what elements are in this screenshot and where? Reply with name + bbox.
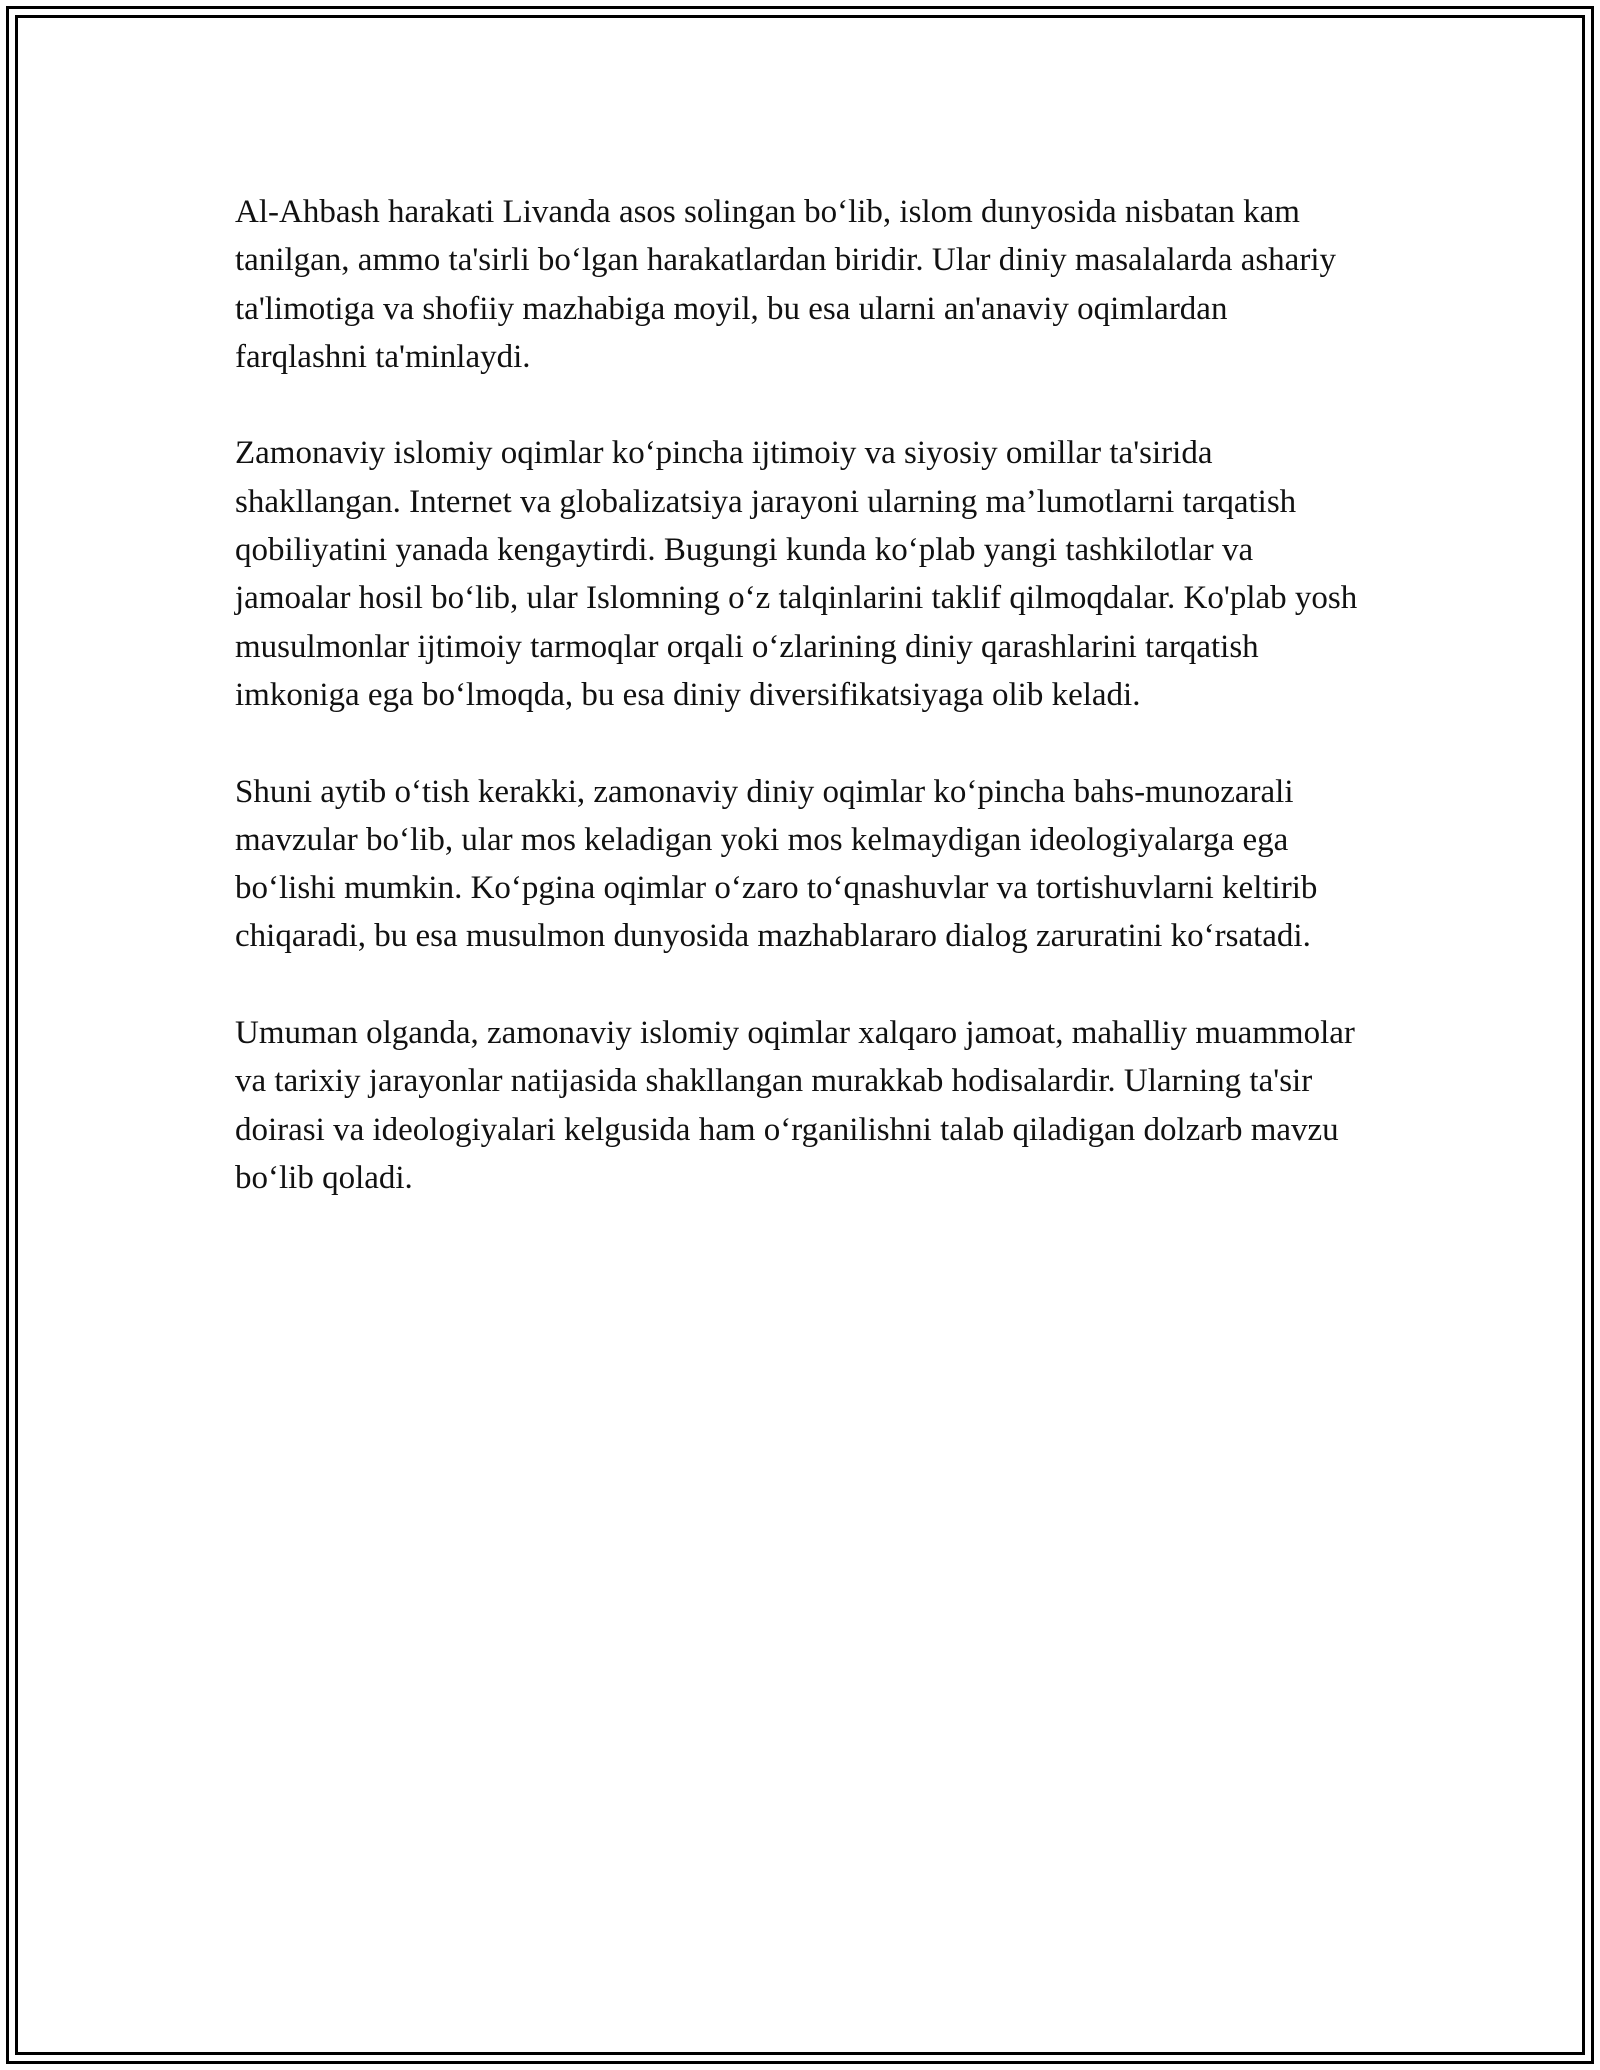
paragraph-2: Zamonaviy islomiy oqimlar ko‘pincha ijtimoiy va siyosiy omillar ta'sirida shakllangan. Internet va globalizatsiya jarayoni ularning ma’lumotlarni tarqatish qobiliyatini yanada kengaytirdi. Bugungi kunda ko‘plab yangi tashkilotlar va jamoalar hosil bo‘lib, ular Islomning o‘z talqinlarini taklif qilmoqdalar. Ko'plab yosh musulmonlar ijtimoiy tarmoqlar orqali o‘zlarining diniy qarashlarini tarqatish imkoniga ega bo‘lmoqda, bu esa diniy diversifikatsiyaga olib keladi. — [235, 435, 1358, 713]
paragraph-3: Shuni aytib o‘tish kerakki, zamonaviy diniy oqimlar ko‘pincha bahs-munozarali mavzular bo‘lib, ular mos keladigan yoki mos kelmaydigan ideologiyalarga ega bo‘lishi mumkin. Ko‘pgina oqimlar o‘zaro to‘qnashuvlar va tortishuvlarni keltirib chiqaradi, bu esa musulmon dunyosida mazhablararo dialog zaruratini ko‘rsatadi. — [235, 773, 1318, 955]
document-body — [235, 188, 1365, 1251]
paragraph-1: Al-Ahbash harakati Livanda asos solingan bo‘lib, islom dunyosida nisbatan kam tanilgan, ammo ta'sirli bo‘lgan harakatlardan biridir. Ular diniy masalalarda ashariy ta'limotiga va shofiiy mazhabiga moyil, bu esa ularni an'anaviy oqimlardan farqlashni ta'minlaydi. — [235, 194, 1336, 375]
paragraph-4: Umuman olganda, zamonaviy islomiy oqimlar xalqaro jamoat, mahalliy muammolar va tarixiy jarayonlar natijasida shakllangan murakkab hodisalardir. Ularning ta'sir doirasi va ideologiyalari kelgusida ham o‘rganilishni talab qiladigan dolzarb mavzu bo‘lib qoladi. — [235, 1015, 1355, 1196]
